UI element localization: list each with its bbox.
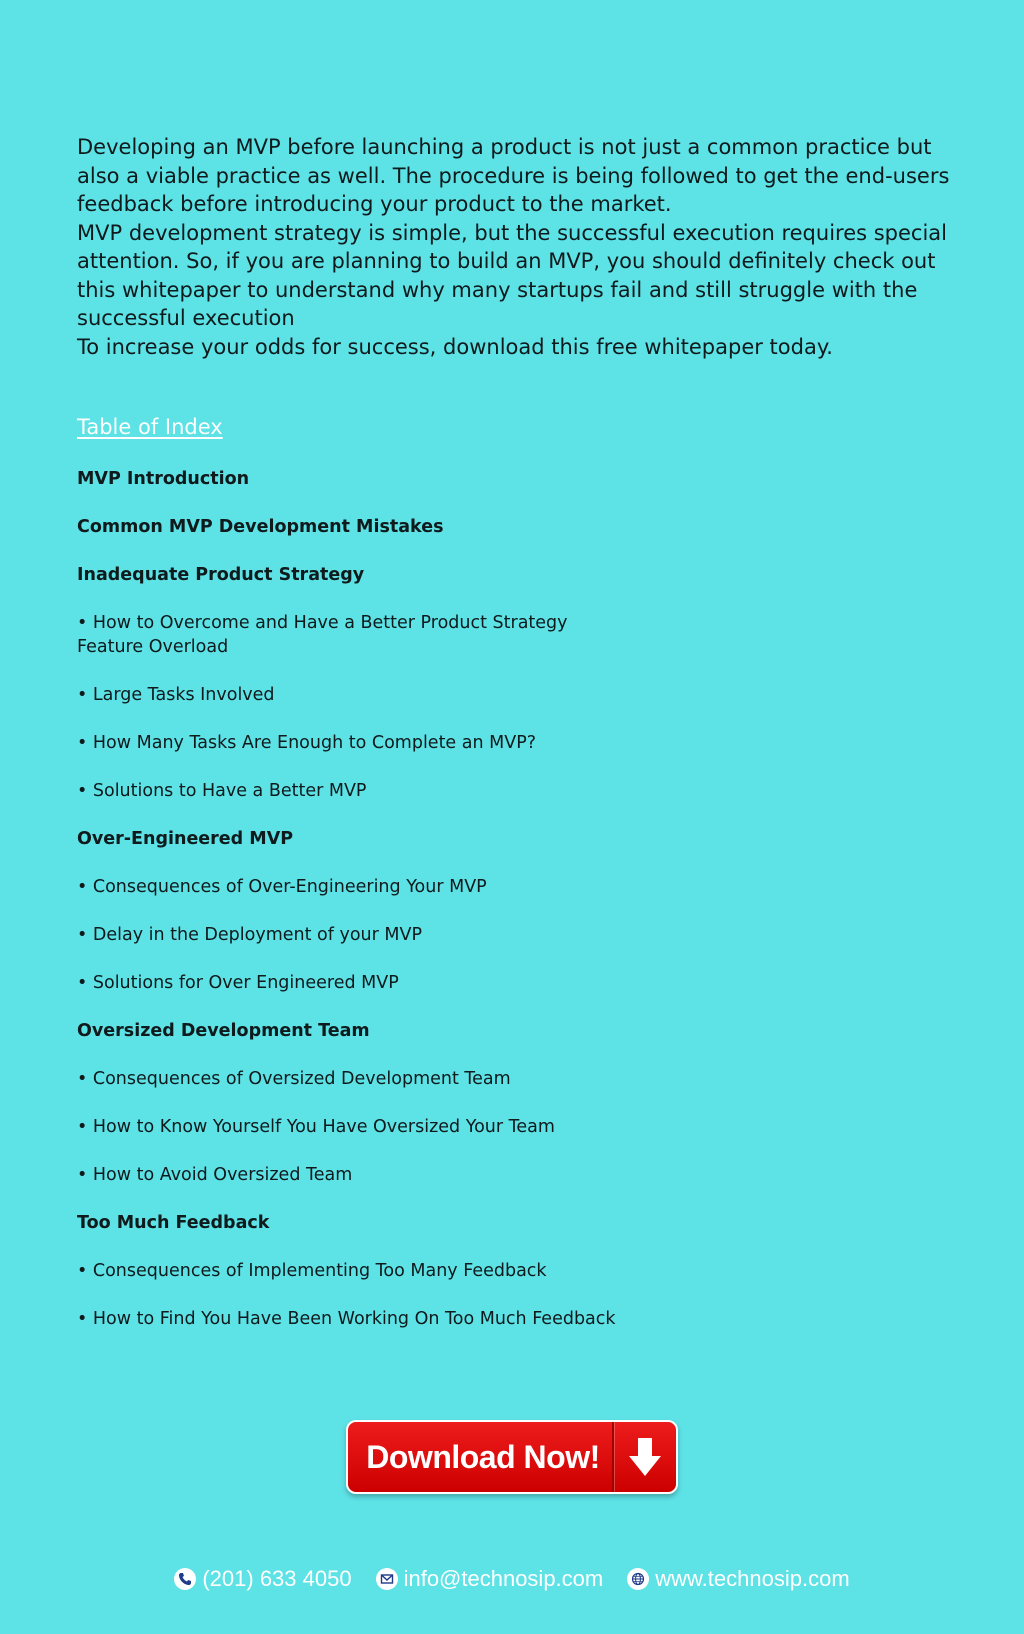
download-button-label: Download Now! xyxy=(366,1438,600,1475)
toc-subitem xyxy=(77,1163,777,1187)
toc-subitem xyxy=(77,971,777,995)
toc-heading xyxy=(77,515,777,539)
intro-text xyxy=(77,133,957,361)
toc-title[interactable]: Table of Index xyxy=(77,415,223,439)
phone-icon xyxy=(174,1568,196,1590)
toc-subitem xyxy=(77,1307,777,1331)
website-url: www.technosip.com xyxy=(655,1566,850,1591)
toc-heading xyxy=(77,563,777,587)
toc-subitem xyxy=(77,1115,777,1139)
toc-item-text: • Solutions for Over Engineered MVP xyxy=(77,973,399,993)
toc-item-text: • Consequences of Oversized Development Team xyxy=(77,1069,511,1089)
toc-subitem xyxy=(77,1259,777,1283)
toc-subitem xyxy=(77,683,777,707)
toc-item-text: • How Many Tasks Are Enough to Complete an MVP? xyxy=(77,733,537,753)
contact-footer xyxy=(0,1566,1024,1592)
toc-item-text: MVP Introduction xyxy=(77,469,250,489)
toc-item-text: • How to Find You Have Been Working On Too Much Feedback xyxy=(77,1309,616,1329)
toc-heading xyxy=(77,1211,777,1235)
toc-heading xyxy=(77,1019,777,1043)
table-of-index xyxy=(77,467,777,1355)
download-arrow-icon xyxy=(614,1436,676,1478)
toc-item-text: Common MVP Development Mistakes xyxy=(77,517,444,537)
toc-item-text: • Solutions to Have a Better MVP xyxy=(77,781,367,801)
toc-item-text: • How to Overcome and Have a Better Product Strategy xyxy=(77,613,568,633)
email-icon xyxy=(376,1568,398,1590)
toc-item-text: Feature Overload xyxy=(77,637,229,657)
email-address: info@technosip.com xyxy=(403,1566,604,1591)
toc-item-text: • Consequences of Implementing Too Many Feedback xyxy=(77,1261,547,1281)
footer-phone[interactable] xyxy=(174,1566,351,1592)
toc-heading xyxy=(77,827,777,851)
globe-icon xyxy=(627,1568,649,1590)
toc-subitem xyxy=(77,923,777,947)
phone-number: (201) 633 4050 xyxy=(202,1566,352,1591)
toc-subitem xyxy=(77,875,777,899)
footer-website[interactable] xyxy=(627,1566,849,1592)
toc-item-text: Inadequate Product Strategy xyxy=(77,565,365,585)
intro-paragraph: Developing an MVP before launching a product is not just a common practice but also a viable practice as well. The procedure is being followed to get the end-users feedback before introducing your product to the market. xyxy=(77,135,950,216)
toc-item-text: Too Much Feedback xyxy=(77,1213,270,1233)
download-now-button[interactable] xyxy=(346,1420,678,1494)
toc-item-text: • How to Know Yourself You Have Oversized Your Team xyxy=(77,1117,555,1137)
toc-item-text: • Large Tasks Involved xyxy=(77,685,275,705)
toc-subitem xyxy=(77,611,777,659)
toc-subitem xyxy=(77,779,777,803)
toc-item-text: Oversized Development Team xyxy=(77,1021,370,1041)
toc-subitem xyxy=(77,1067,777,1091)
toc-item-text: Over-Engineered MVP xyxy=(77,829,294,849)
toc-heading xyxy=(77,467,777,491)
toc-item-text: • Consequences of Over-Engineering Your MVP xyxy=(77,877,487,897)
footer-email[interactable] xyxy=(376,1566,604,1592)
intro-paragraph: MVP development strategy is simple, but the successful execution requires special attention. So, if you are planning to build an MVP, you should definitely check out this whitepaper to understand why many startups fail and still struggle with the successful execution xyxy=(77,220,948,330)
toc-subitem xyxy=(77,731,777,755)
toc-item-text: • Delay in the Deployment of your MVP xyxy=(77,925,423,945)
toc-item-text: • How to Avoid Oversized Team xyxy=(77,1165,353,1185)
intro-paragraph: To increase your odds for success, download this free whitepaper today. xyxy=(77,334,833,359)
